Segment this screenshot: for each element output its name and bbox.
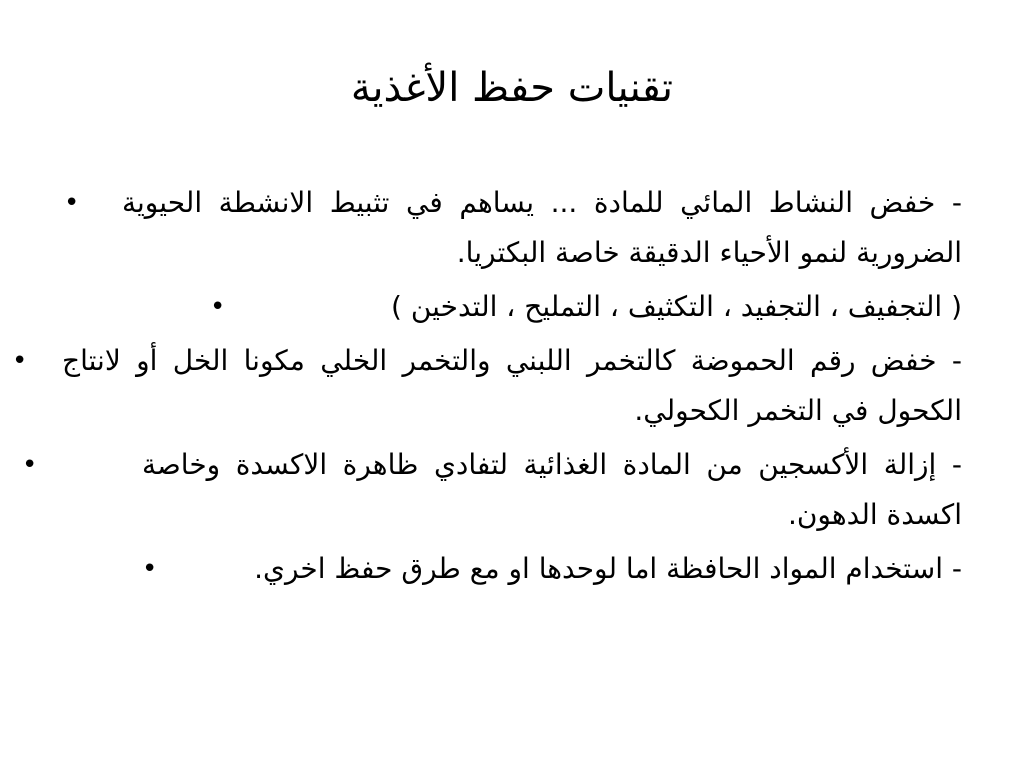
bullet-text: ( التجفيف ، التجفيد ، التكثيف ، التمليح ، التدخين ) bbox=[391, 290, 962, 323]
bullet-list bbox=[12, 178, 962, 598]
bullet-dot-icon: • bbox=[64, 188, 80, 218]
bullet-dot-icon: • bbox=[12, 346, 28, 376]
bullet-item bbox=[12, 336, 962, 436]
bullet-text: - استخدام المواد الحافظة اما لوحدها او مع طرق حفظ اخري. bbox=[254, 552, 962, 585]
bullet-dot-icon: • bbox=[22, 450, 38, 480]
slide-title: تقنيات حفظ الأغذية bbox=[350, 65, 674, 111]
bullet-item bbox=[22, 440, 962, 540]
bullet-item bbox=[142, 544, 962, 594]
bullet-item bbox=[210, 282, 962, 332]
bullet-dot-icon: • bbox=[210, 292, 226, 322]
bullet-text: - إزالة الأكسجين من المادة الغذائية لتفادي ظاهرة الاكسدة وخاصة اكسدة الدهون. bbox=[142, 448, 962, 531]
bullet-item bbox=[64, 178, 962, 278]
bullet-text: - خفض النشاط المائي للمادة ... يساهم في تثبيط الانشطة الحيوية الضرورية لنمو الأحياء الدقيقة خاصة البكتريا. bbox=[122, 186, 962, 269]
bullet-dot-icon: • bbox=[142, 554, 158, 584]
bullet-text: - خفض رقم الحموضة كالتخمر اللبني والتخمر الخلي مكونا الخل أو لانتاج الكحول في التخمر الكحولي. bbox=[62, 344, 962, 427]
